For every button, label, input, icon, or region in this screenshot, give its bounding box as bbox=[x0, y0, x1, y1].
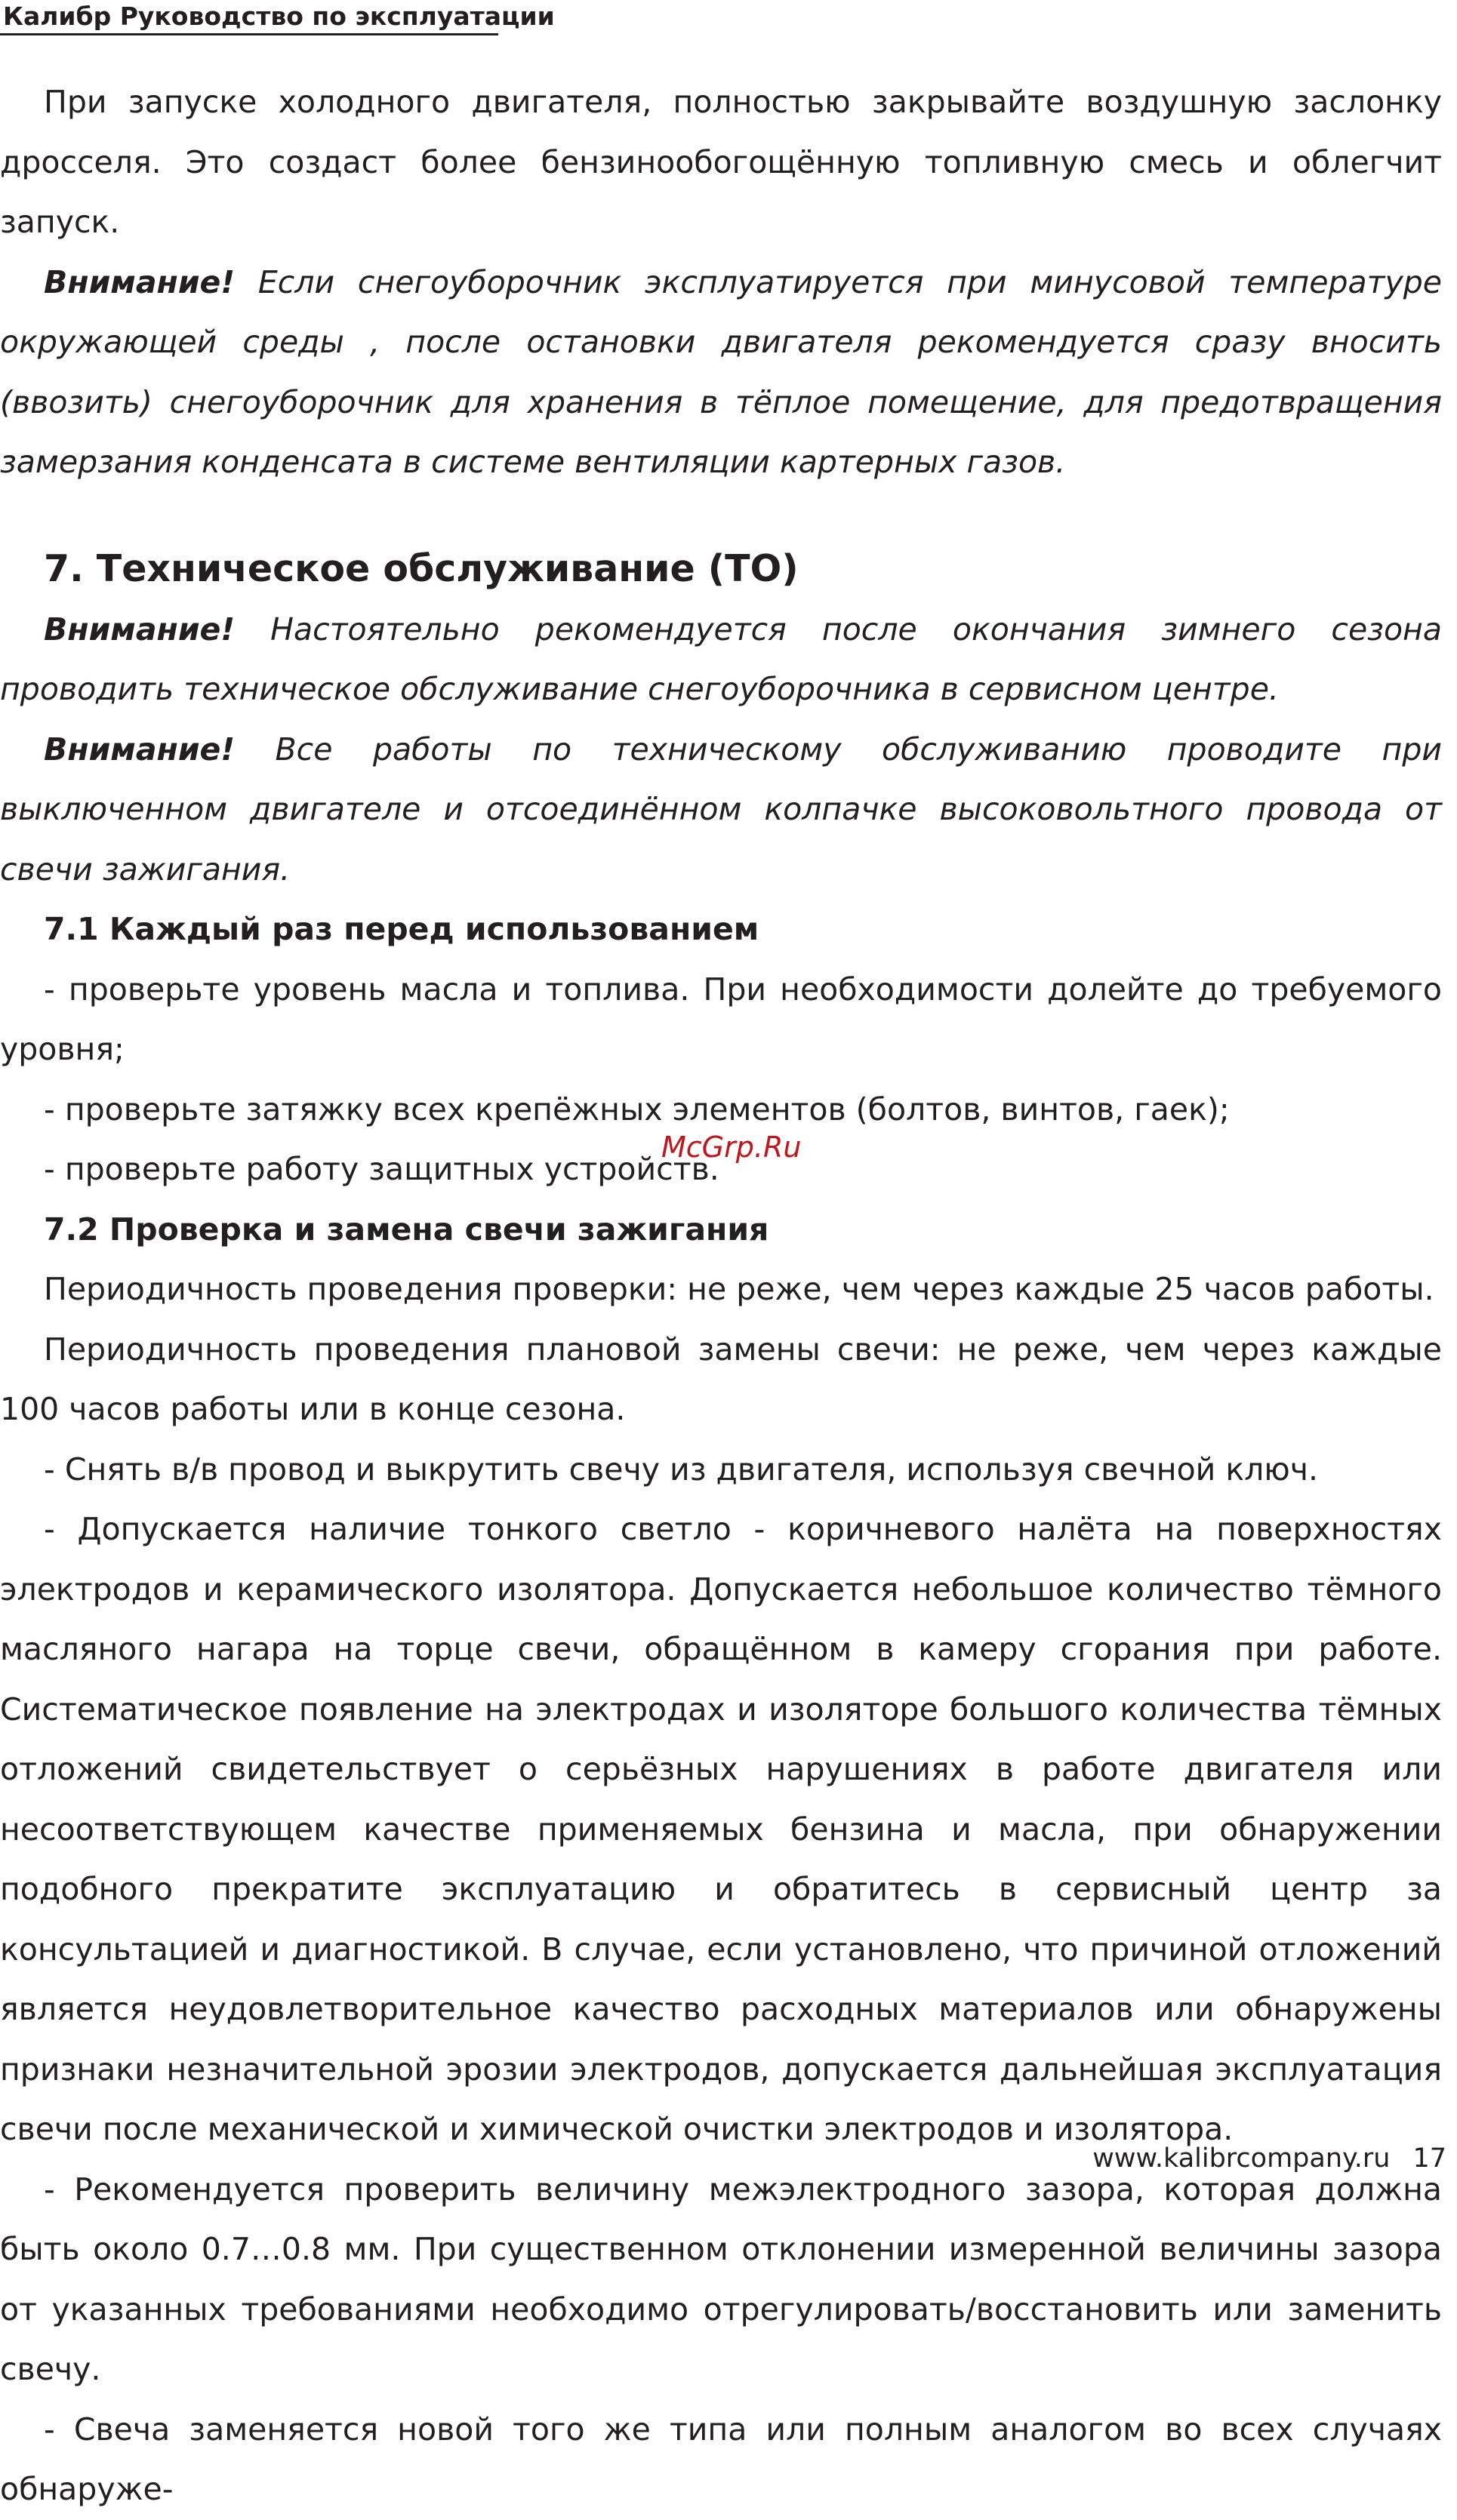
body-paragraph: Периодичность проведения проверки: не реже, чем через каждые 25 часов работы. bbox=[44, 1271, 1434, 1307]
section-warning-1 bbox=[0, 600, 1442, 720]
header-divider bbox=[0, 33, 498, 35]
watermark: McGrp.Ru bbox=[661, 1131, 802, 1164]
list-item: - проверьте уровень масла и топлива. При необходимости долейте до требуемого уровня; bbox=[0, 971, 1442, 1067]
intro-warning bbox=[0, 253, 1442, 493]
body-paragraph: - Свеча заменяется новой того же типа или полным аналогом во всех случаях обнаруже- bbox=[0, 2411, 1442, 2507]
warning-label: Внимание! bbox=[44, 611, 236, 648]
body-paragraph: - Рекомендуется проверить величину межэлектродного зазора, которая должна быть около 0.7…0.8 мм. При существенном отклонении измеренной величины зазора от указанных требованиями необходимо отрегулировать/восстановить или заменить свечу. bbox=[0, 2171, 1442, 2387]
section-title: 7. Техническое обслуживание (ТО) bbox=[44, 546, 799, 590]
body-paragraph: Периодичность проведения плановой замены свечи: не реже, чем через каждые 100 часов работы или в конце сезона. bbox=[0, 1331, 1442, 1427]
list-item: - проверьте работу защитных устройств. bbox=[44, 1151, 719, 1187]
intro-paragraph: При запуске холодного двигателя, полностью закрывайте воздушную заслонку дросселя. Это создаст более бензинообогощённую топливную смесь и облегчит запуск. bbox=[0, 84, 1442, 240]
section-warning-2 bbox=[0, 720, 1442, 900]
page-footer bbox=[1092, 2142, 1446, 2175]
body-paragraph: - Снять в/в провод и выкрутить свечу из двигателя, используя свечной ключ. bbox=[44, 1451, 1319, 1488]
warning-text: Если снегоуборочник эксплуатируется при минусовой температуре окружающей среды , после остановки двигателя рекомендуется сразу вносить (ввозить) снегоуборочник для хранения в тёплое помещение, для предотвращения замерзания конденсата в системе вентиляции картерных газов. bbox=[0, 263, 1442, 480]
page-header bbox=[0, 0, 555, 35]
warning-label: Внимание! bbox=[44, 263, 236, 300]
warning-text: Все работы по техническому обслуживанию проводите при выключенном двигателе и отсоединённом колпачке высоковольтного провода от свечи зажигания. bbox=[0, 731, 1442, 888]
subsection-title-7-2: 7.2 Проверка и замена свечи зажигания bbox=[44, 1211, 769, 1248]
list-item: - проверьте затяжку всех крепёжных элементов (болтов, винтов, гаек); bbox=[44, 1091, 1230, 1128]
body-paragraph: - Допускается наличие тонкого светло - коричневого налёта на поверхностях электродов и керамического изолятора. Допускается небольшое количество тёмного масляного нагара на торце свечи, обращённом в камеру сгорания при работе. Систематическое появление на электродах и изоляторе большого количества тёмных отложений свидетельствует о серьёзных нарушениях в работе двигателя или несоответствующем качестве применяемых бензина и масла, при обнаружении подобного прекратите эксплуатацию и обратитесь в сервисный центр за консультацией и диагностикой. В случае, если установлено, что причиной отложений является неудовлетворительное качество расходных материалов или обнаружены признаки незначительной эрозии электродов, допускается дальнейшая эксплуатация свечи после механической и химической очистки электродов и изолятора. bbox=[0, 1511, 1442, 2147]
footer-website: www.kalibrcompany.ru bbox=[1092, 2143, 1391, 2174]
warning-text: Настоятельно рекомендуется после окончания зимнего сезона проводить техническое обслуживание снегоуборочника в сервисном центре. bbox=[0, 611, 1442, 707]
subsection-title-7-1: 7.1 Каждый раз перед использованием bbox=[44, 911, 759, 947]
warning-label: Внимание! bbox=[44, 731, 236, 768]
page-number: 17 bbox=[1412, 2143, 1446, 2174]
header-title: Калибр Руководство по эксплуатации bbox=[3, 2, 555, 31]
